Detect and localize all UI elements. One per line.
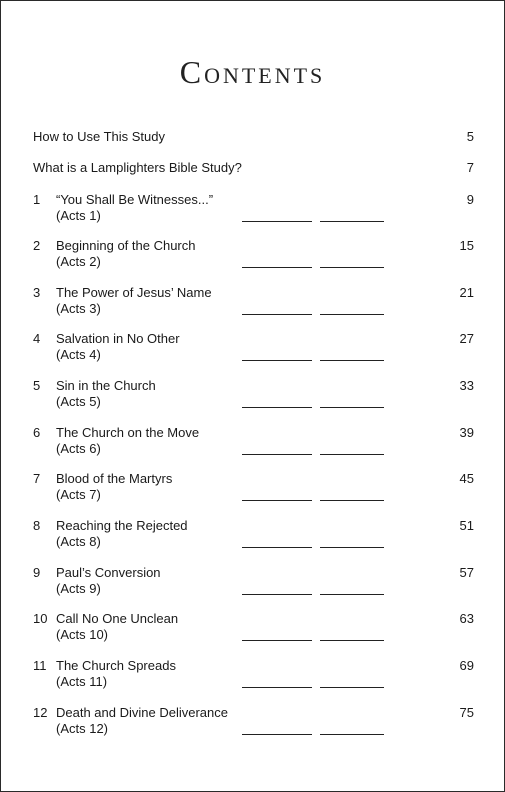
lesson-title: Sin in the Church	[56, 378, 156, 393]
toc-page-number: 57	[459, 565, 474, 580]
lesson-reference: (Acts 3)	[56, 301, 101, 316]
date-blank-line	[320, 454, 384, 455]
lesson-title: Blood of the Martyrs	[56, 471, 173, 486]
lesson-number: 12	[33, 705, 48, 720]
lesson-reference: (Acts 9)	[56, 581, 101, 596]
toc-item-label: How to Use This Study	[33, 129, 165, 144]
toc-lesson-entry	[33, 331, 474, 371]
toc-lesson-entry	[33, 658, 474, 698]
toc-page-number: 33	[459, 378, 474, 393]
toc-lesson-entry	[33, 705, 474, 745]
lesson-title: Reaching the Rejected	[56, 518, 188, 533]
lesson-number: 6	[33, 425, 41, 440]
lesson-number: 2	[33, 238, 41, 253]
toc-lesson-entry	[33, 192, 474, 232]
date-blank-line	[242, 594, 312, 595]
lesson-number: 9	[33, 565, 41, 580]
lesson-title: Call No One Unclean	[56, 611, 179, 626]
date-blank-line	[242, 360, 312, 361]
date-blank-line	[320, 500, 384, 501]
lesson-reference: (Acts 1)	[56, 208, 101, 223]
toc-page-number: 51	[459, 518, 474, 533]
lesson-reference: (Acts 2)	[56, 254, 101, 269]
date-blank-line	[242, 454, 312, 455]
lesson-number: 8	[33, 518, 41, 533]
toc-page-number: 75	[459, 705, 474, 720]
toc-lesson-entry	[33, 238, 474, 278]
date-blank-line	[242, 221, 312, 222]
toc-lesson-entry	[33, 425, 474, 465]
lesson-title: Salvation in No Other	[56, 331, 180, 346]
lesson-reference: (Acts 6)	[56, 441, 101, 456]
toc-page-number: 21	[459, 285, 474, 300]
date-blank-line	[320, 221, 384, 222]
lesson-number: 5	[33, 378, 41, 393]
toc-lesson-entry	[33, 471, 474, 511]
date-blank-line	[242, 314, 312, 315]
page-title: Contents	[179, 54, 326, 90]
toc-lesson-entry	[33, 285, 474, 325]
lesson-reference: (Acts 11)	[56, 674, 108, 689]
lesson-reference: (Acts 5)	[56, 394, 101, 409]
toc-page-number: 9	[466, 192, 474, 207]
toc-lesson-entry	[33, 611, 474, 651]
date-blank-line	[320, 594, 384, 595]
toc-page-number: 7	[466, 160, 474, 175]
toc-page-number: 15	[459, 238, 474, 253]
toc-item-label: What is a Lamplighters Bible Study?	[33, 160, 242, 175]
lesson-number: 3	[33, 285, 41, 300]
lesson-title: The Church Spreads	[56, 658, 176, 673]
toc-page-number: 5	[466, 129, 474, 144]
lesson-reference: (Acts 7)	[56, 487, 101, 502]
date-blank-line	[320, 360, 384, 361]
lesson-title: Death and Divine Deliverance	[56, 705, 228, 720]
lesson-reference: (Acts 4)	[56, 347, 101, 362]
lesson-title: The Power of Jesus’ Name	[56, 285, 212, 300]
toc-lesson-entry	[33, 518, 474, 558]
lesson-title: The Church on the Move	[56, 425, 200, 440]
lesson-title: Paul’s Conversion	[56, 565, 161, 580]
lesson-reference: (Acts 8)	[56, 534, 101, 549]
date-blank-line	[320, 267, 384, 268]
toc-page-number: 39	[459, 425, 474, 440]
date-blank-line	[320, 687, 384, 688]
lesson-number: 10	[33, 611, 48, 626]
date-blank-line	[320, 734, 384, 735]
date-blank-line	[242, 547, 312, 548]
lesson-number: 1	[33, 192, 41, 207]
date-blank-line	[320, 640, 384, 641]
toc-page-number: 63	[459, 611, 474, 626]
lesson-title: “You Shall Be Witnesses...”	[56, 192, 214, 207]
date-blank-line	[320, 407, 384, 408]
date-blank-line	[242, 500, 312, 501]
toc-lesson-entry	[33, 378, 474, 418]
date-blank-line	[320, 547, 384, 548]
date-blank-line	[242, 640, 312, 641]
toc-page-number: 69	[459, 658, 474, 673]
toc-page-number: 27	[459, 331, 474, 346]
lesson-number: 7	[33, 471, 41, 486]
lesson-reference: (Acts 12)	[56, 721, 109, 736]
date-blank-line	[320, 314, 384, 315]
lesson-title: Beginning of the Church	[56, 238, 196, 253]
lesson-number: 4	[33, 331, 41, 346]
date-blank-line	[242, 407, 312, 408]
date-blank-line	[242, 687, 312, 688]
date-blank-line	[242, 734, 312, 735]
lesson-number: 11	[33, 658, 47, 673]
toc-page-number: 45	[459, 471, 474, 486]
toc-lesson-entry	[33, 565, 474, 605]
date-blank-line	[242, 267, 312, 268]
lesson-reference: (Acts 10)	[56, 627, 109, 642]
